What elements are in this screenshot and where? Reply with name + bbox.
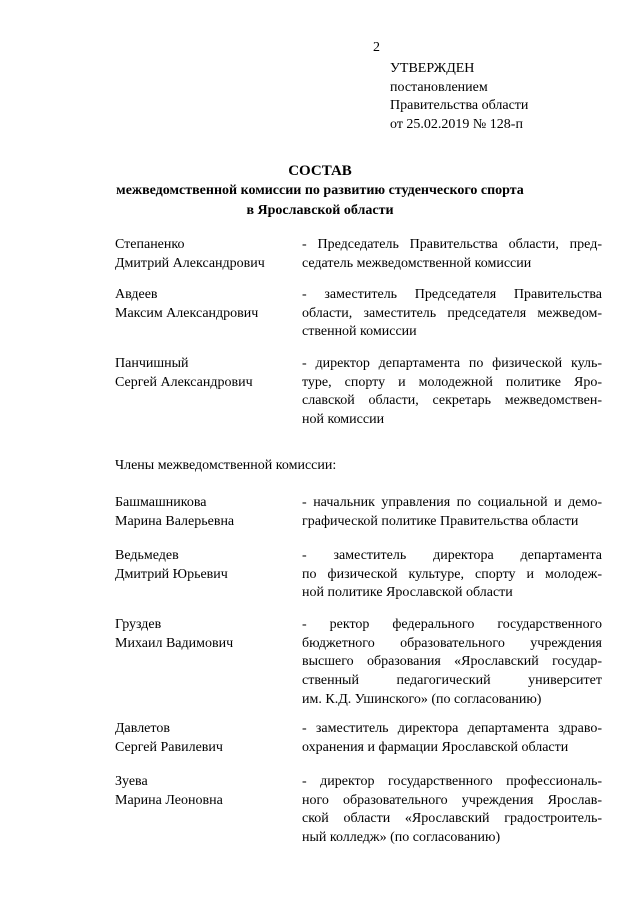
role-line: им. К.Д. Ушинского» (по согласованию) — [302, 691, 542, 707]
person-name — [115, 720, 295, 757]
person-given-names: Марина Леоновна — [115, 792, 223, 808]
role-line: - заместитель директора департамента здраво- — [302, 721, 602, 736]
person-name — [115, 236, 295, 273]
person-given-names: Марина Валерьевна — [115, 513, 235, 529]
document-subtitle — [0, 181, 640, 221]
role-line: по физической культуре, спорту и молодеж- — [302, 566, 602, 582]
person-surname: Ведьмедев — [115, 548, 179, 563]
person-role — [302, 773, 602, 848]
page-number: 2 — [373, 40, 380, 55]
person-given-names: Дмитрий Александрович — [115, 255, 265, 271]
role-line: ской области «Ярославский градостроитель- — [302, 811, 602, 827]
role-line: графической политике Правительства области — [302, 513, 579, 529]
person-role — [302, 616, 602, 710]
role-line: - ректор федерального государственного — [302, 617, 602, 632]
person-role — [302, 494, 602, 531]
person-surname: Степаненко — [115, 237, 185, 252]
document-title: СОСТАВ — [288, 163, 352, 179]
role-line: ной комиссии — [302, 412, 385, 428]
subtitle-line: межведомственной комиссии по развитию студенческого спорта — [116, 183, 524, 198]
role-line: славской области, секретарь межведомствен- — [302, 393, 602, 409]
person-name — [115, 547, 295, 584]
role-line: охранения и фармации Ярославской области — [302, 739, 569, 755]
person-name — [115, 616, 295, 653]
role-line: седатель межведомственной комиссии — [302, 255, 532, 271]
person-surname: Авдеев — [115, 287, 158, 302]
person-surname: Груздев — [115, 617, 162, 632]
person-name — [115, 494, 295, 531]
approval-line: от 25.02.2019 № 128-п — [390, 117, 523, 133]
role-line: туре, спорту и молодежной политике Яро- — [302, 374, 602, 390]
role-line: - начальник управления по социальной и демо- — [302, 495, 602, 510]
role-line: - заместитель директора департамента — [302, 548, 602, 563]
person-name — [115, 355, 295, 392]
person-given-names: Максим Александрович — [115, 305, 259, 321]
person-role — [302, 355, 602, 430]
person-given-names: Дмитрий Юрьевич — [115, 566, 228, 582]
role-line: - Председатель Правительства области, пред- — [302, 237, 602, 252]
role-line: ный колледж» (по согласованию) — [302, 830, 501, 846]
approval-stamp — [390, 60, 528, 135]
approval-line: УТВЕРЖДЕН — [390, 61, 475, 76]
person-name — [115, 773, 295, 810]
members-heading: Члены межведомственной комиссии: — [115, 458, 337, 473]
person-surname: Зуева — [115, 774, 148, 789]
person-given-names: Сергей Александрович — [115, 374, 253, 390]
approval-line: Правительства области — [390, 98, 529, 114]
person-given-names: Сергей Равилевич — [115, 739, 223, 755]
role-line: ственной комиссии — [302, 324, 417, 340]
role-line: области, заместитель председателя межведом- — [302, 305, 602, 321]
person-role — [302, 720, 602, 757]
person-surname: Давлетов — [115, 721, 170, 736]
person-role — [302, 236, 602, 273]
person-surname: Башмашникова — [115, 495, 207, 510]
person-role — [302, 547, 602, 603]
subtitle-line: в Ярославской области — [246, 203, 394, 218]
person-name — [115, 286, 295, 323]
role-line: - директор государственного профессиональ- — [302, 774, 602, 789]
person-role — [302, 286, 602, 342]
role-line: - заместитель Председателя Правительства — [302, 287, 602, 302]
approval-line: постановлением — [390, 79, 488, 95]
role-line: ной политике Ярославской области — [302, 585, 513, 601]
person-given-names: Михаил Вадимович — [115, 635, 234, 651]
person-surname: Панчишный — [115, 356, 189, 371]
role-line: - директор департамента по физической куль- — [302, 356, 602, 371]
role-line: высшего образования «Ярославский государ- — [302, 654, 602, 670]
role-line: ственный педагогический университет — [302, 673, 602, 689]
role-line: бюджетного образовательного учреждения — [302, 635, 602, 651]
role-line: ного образовательного учреждения Ярослав- — [302, 792, 602, 808]
